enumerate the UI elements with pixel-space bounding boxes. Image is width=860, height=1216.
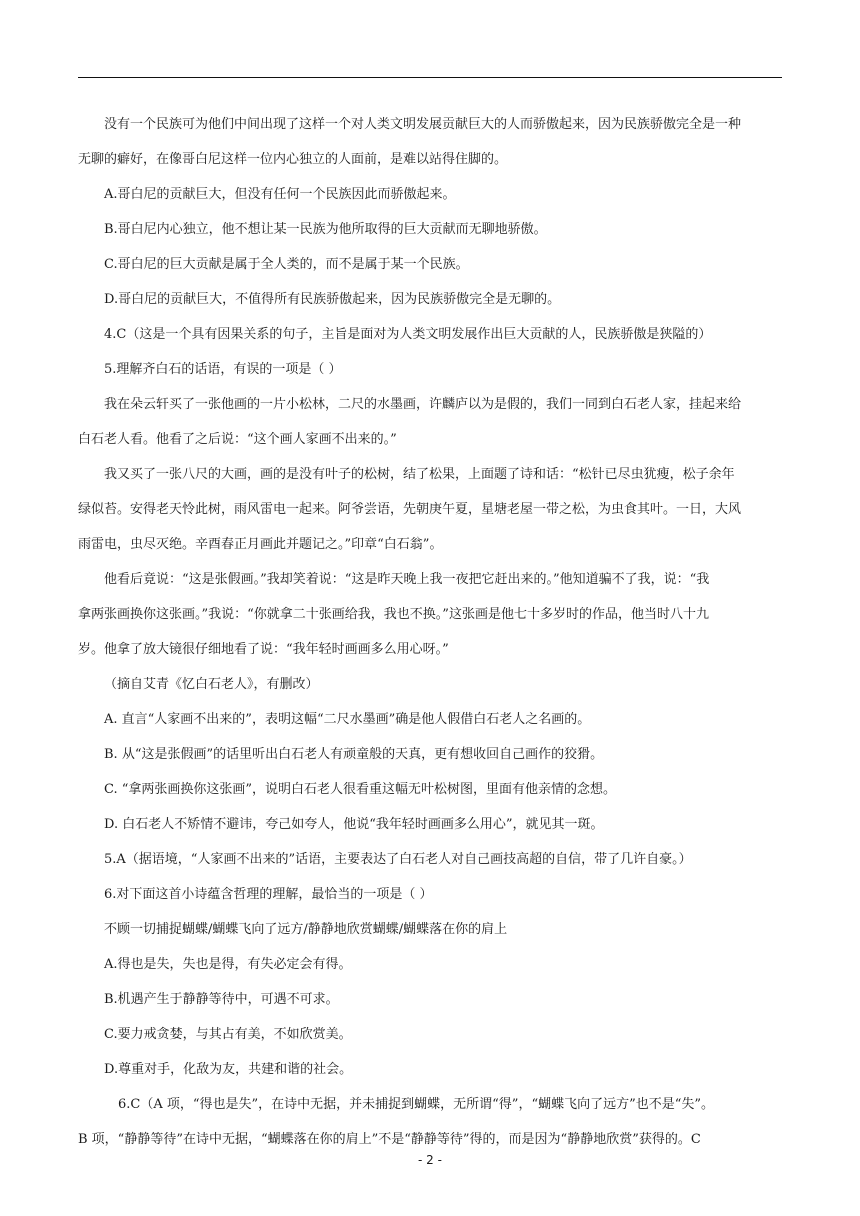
text-line: （摘自艾青《忆白石老人》，有删改） (104, 677, 319, 692)
text-line: 雨雷电，虫尽灭绝。辛酉春正月画此并题记之。”印章“白石翁”。 (78, 537, 443, 552)
text-line: D. 白石老人不矫情不避讳，夸己如夸人，他说“我年轻时画画多么用心”，就见其一斑。 (104, 817, 604, 832)
text-line: 我在朵云轩买了一张他画的一片小松林，二尺的水墨画，许麟庐以为是假的，我们一同到白石老人家，挂起来给 (104, 397, 742, 412)
text-line: 我又买了一张八尺的大画，画的是没有叶子的松树，结了松果，上面题了诗和话：“松针已尽虫犹瘦，松子余年 (104, 467, 735, 482)
document-body (78, 107, 782, 1157)
text-line: 5.A（据语境，“人家画不出来的”话语，主要表达了白石老人对自己画技高超的自信，带了几许自豪。） (104, 852, 692, 867)
text-line: 5.理解齐白石的话语，有误的一项是（ ） (104, 362, 342, 377)
text-line: 4.C（这是一个具有因果关系的句子，主旨是面对为人类文明发展作出巨大贡献的人，民族骄傲是狭隘的） (104, 327, 712, 342)
text-line: A.得也是失，失也是得，有失必定会有得。 (104, 957, 352, 972)
text-line: C.要力戒贪婪，与其占有美，不如欣赏美。 (104, 1027, 352, 1042)
text-line: 无聊的癖好，在像哥白尼这样一位内心独立的人面前，是难以站得住脚的。 (78, 152, 508, 167)
text-line: A. 直言“人家画不出来的”，表明这幅“二尺水墨画”确是他人假借白石老人之名画的。 (104, 712, 591, 727)
text-line: 不顾一切捕捉蝴蝶/蝴蝶飞向了远方/静静地欣赏蝴蝶/蝴蝶落在你的肩上 (104, 922, 508, 937)
text-line: 绿似苔。安得老天怜此树，雨风雷电一起来。阿爷尝语，先朝庚午夏，星塘老屋一带之松，为虫食其叶。一日，大风 (78, 502, 742, 517)
text-line: B. 从“这是张假画”的话里听出白石老人有顽童般的天真，更有想收回自己画作的狡猾。 (104, 747, 604, 762)
text-line: 白石老人看。他看了之后说：“这个画人家画不出来的。” (78, 432, 397, 447)
text-line: 6.对下面这首小诗蕴含哲理的理解，最恰当的一项是（ ） (104, 887, 433, 902)
text-line: 岁。他拿了放大镜很仔细地看了说：“我年轻时画画多么用心呀。” (78, 642, 449, 657)
text-line: C. “拿两张画换你这张画”，说明白石老人很看重这幅无叶松树图，里面有他亲情的念想。 (104, 782, 617, 797)
text-line: D.哥白尼的贡献巨大，不值得所有民族骄傲起来，因为民族骄傲完全是无聊的。 (104, 292, 561, 307)
text-line: 拿两张画换你这张画。”我说：“你就拿二十张画给我，我也不换。”这张画是他七十多岁时的作品，他当时八十九 (78, 607, 709, 622)
text-line: A.哥白尼的贡献巨大，但没有任何一个民族因此而骄傲起来。 (104, 187, 456, 202)
text-line: B.机遇产生于静静等待中，可遇不可求。 (104, 992, 339, 1007)
text-line: 没有一个民族可为他们中间出现了这样一个对人类文明发展贡献巨大的人而骄傲起来，因为民族骄傲完全是一种 (104, 117, 742, 132)
text-line: B.哥白尼内心独立，他不想让某一民族为他所取得的巨大贡献而无聊地骄傲。 (104, 222, 547, 237)
text-line: 6.C（A 项，“得也是失”，在诗中无据，并未捕捉到蝴蝶，无所谓“得”，“蝴蝶飞向了远方”也不是“失”。 (118, 1097, 715, 1112)
text-line: 他看后竟说：“这是张假画。”我却笑着说：“这是昨天晚上我一夜把它赶出来的。”他知道骗不了我，说：“我 (104, 572, 710, 587)
text-line: C.哥白尼的巨大贡献是属于全人类的，而不是属于某一个民族。 (104, 257, 469, 272)
text-line: B 项，“静静等待”在诗中无据，“蝴蝶落在你的肩上”不是“静静等待”得的，而是因为“静静地欣赏”获得的。C (78, 1132, 701, 1147)
header-rule (78, 77, 782, 78)
page-number: - 2 - (418, 1153, 442, 1167)
text-line: D.尊重对手，化敌为友，共建和谐的社会。 (104, 1062, 353, 1077)
